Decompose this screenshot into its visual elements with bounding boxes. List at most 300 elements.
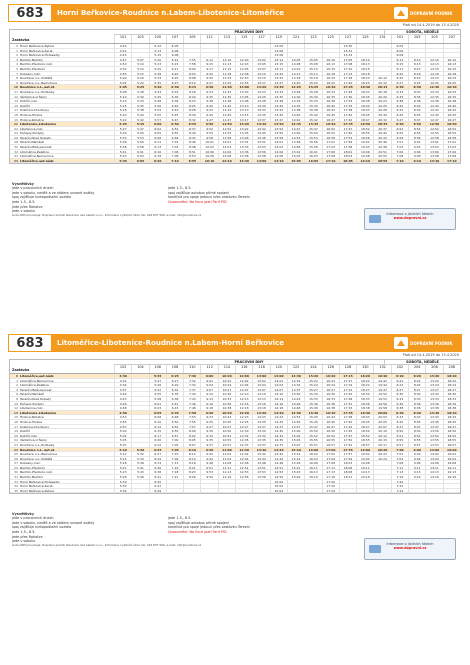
departure-time: 8:51 (183, 150, 200, 154)
departure-time: 14:28 (287, 90, 304, 94)
departure-time: 8:25 (183, 104, 200, 108)
departure-time: 13:03 (235, 90, 252, 94)
departure-time: 19:04 (356, 457, 373, 461)
departure-time: 20:23 (373, 99, 390, 103)
departure-time: 13:40 (270, 104, 287, 108)
departure-time: 5:22 (114, 118, 131, 122)
departure-time: 8:38 (408, 99, 425, 103)
legend-item: jede 1.5., 8.5. (12, 529, 36, 534)
stop-name: Terezín,Malá pevnost (20, 145, 52, 149)
departure-time: 4:52 (114, 67, 131, 71)
departure-time: 5:47 (131, 127, 148, 131)
distance-km: 17 (14, 108, 18, 113)
departure-time: 16:47 (322, 118, 339, 122)
departure-time: 9:50 (200, 122, 217, 126)
stop-name: Krabčice,Chodouny (20, 424, 50, 429)
stop-name: Litoměřice,Želetice (20, 383, 49, 387)
departure-time: 14:04 (270, 383, 287, 387)
departure-time: 18:55 (443, 438, 460, 442)
departure-time: 18:10 (356, 58, 373, 62)
departure-time: 18:50 (443, 429, 460, 433)
departure-time (131, 415, 148, 419)
departure-time: 10:20 (218, 374, 235, 378)
departure-time (218, 489, 235, 493)
departure-time: 14:10 (270, 159, 287, 163)
trip-number: 124 (304, 365, 321, 373)
departure-time: 9:43 (200, 108, 217, 112)
departure-time (322, 53, 339, 57)
departure-time: 18:30 (443, 392, 460, 396)
departure-time: 13:10 (235, 104, 252, 108)
departure-time: 16:40 (322, 104, 339, 108)
departure-time: 13:25 (270, 76, 287, 80)
departure-time: 7:18 (166, 470, 183, 474)
departure-time: 19:50 (373, 392, 390, 396)
departure-time: 5:50 (131, 131, 148, 135)
distance-km: 14 (14, 99, 18, 104)
departure-time: 17:20 (339, 81, 356, 85)
departure-time (304, 44, 321, 48)
trip-number: 132 (373, 365, 390, 373)
departure-time: 20:30 (373, 113, 390, 117)
departure-time: 18:33 (356, 90, 373, 94)
departure-time: 6:29 (149, 457, 166, 461)
departure-time: 16:16 (304, 475, 321, 479)
departure-time: 16:58 (322, 136, 339, 140)
departure-time (218, 53, 235, 57)
trip-number: 127 (339, 35, 356, 43)
departure-time: 13:32 (252, 434, 269, 438)
departure-time: 6:33 (166, 90, 183, 94)
departure-time: 16:30 (443, 85, 460, 89)
departure-time: 15:52 (304, 434, 321, 438)
departure-time: 13:45 (252, 131, 269, 135)
departure-time: 6:30 (391, 392, 408, 396)
stop-name: Roudnice n.L.,aut.st. (20, 85, 56, 89)
departure-time: 8:30 (408, 85, 425, 89)
departure-time: 5:05 (114, 85, 131, 89)
departure-time: 17:08 (322, 461, 339, 465)
departure-time: 5:02 (114, 434, 131, 438)
departure-time: 18:43 (356, 415, 373, 419)
departure-time: 10:55 (218, 438, 235, 442)
departure-time: 15:02 (270, 484, 287, 488)
departure-time: 13:30 (425, 392, 442, 396)
departure-time (425, 44, 442, 48)
departure-time: 4:30 (114, 374, 131, 378)
departure-time: 20:28 (373, 108, 390, 112)
departure-time: 7:48 (183, 406, 200, 410)
trip-number: 111 (200, 35, 217, 43)
departure-time: 18:05 (339, 159, 356, 163)
departure-time: 16:40 (322, 411, 339, 415)
departure-time: 17:58 (339, 145, 356, 149)
departure-time: 12:38 (425, 99, 442, 103)
departure-time: 9:12 (200, 58, 217, 62)
departure-time: 13:00 (235, 85, 252, 89)
departure-time: 17:13 (339, 72, 356, 76)
departure-time: 6:48 (166, 415, 183, 419)
departure-time: 9:27 (200, 425, 217, 429)
departure-time: 4:46 (114, 402, 131, 406)
departure-time: 16:50 (322, 122, 339, 126)
departure-time: 7:22 (391, 484, 408, 488)
departure-time: 7:02 (391, 452, 408, 456)
distance-km: 21 (13, 122, 18, 127)
departure-time (408, 44, 425, 48)
departure-time: 19:13 (356, 470, 373, 474)
departure-time: 8:28 (183, 108, 200, 112)
departure-time: 16:57 (322, 443, 339, 447)
departure-time: 15:45 (304, 122, 321, 126)
departure-time: 16:04 (304, 457, 321, 461)
departure-time (131, 438, 148, 442)
departure-time: 8:35 (183, 122, 200, 126)
departure-time: 15:57 (304, 443, 321, 447)
departure-time: 6:58 (166, 136, 183, 140)
departure-time: 6:17 (149, 434, 166, 438)
distance-km: 1 (16, 48, 18, 53)
departure-time: 12:20 (235, 411, 252, 415)
departure-time: 15:47 (304, 425, 321, 429)
departure-time: 9:27 (200, 81, 217, 85)
departure-time: 5:42 (131, 118, 148, 122)
departure-time (425, 49, 442, 53)
departure-time: 6:27 (391, 388, 408, 392)
departure-time: 14:44 (270, 457, 287, 461)
departure-time (235, 44, 252, 48)
departure-time: 17:57 (339, 452, 356, 456)
departure-time: 13:42 (252, 127, 269, 131)
departure-time: 9:16 (200, 402, 217, 406)
distance-km: 0 (16, 44, 18, 48)
departure-time: 13:33 (270, 90, 287, 94)
departure-time: 11:15 (218, 67, 235, 71)
departure-time: 16:45 (322, 113, 339, 117)
departure-time: 7:08 (166, 154, 183, 158)
departure-time: 17:02 (322, 452, 339, 456)
departure-time (131, 383, 148, 387)
departure-time: 16:45 (443, 113, 460, 117)
departure-time: 17:50 (339, 438, 356, 442)
departure-time: 13:45 (270, 113, 287, 117)
departure-time: 11:04 (218, 457, 235, 461)
legend-item: spoj zajišťuje nízkopodlažní vozidlo (12, 525, 72, 530)
departure-time: 14:53 (287, 415, 304, 419)
departure-time: 13:33 (235, 145, 252, 149)
departure-time: 18:55 (356, 438, 373, 442)
departure-time: 16:25 (322, 81, 339, 85)
departure-time: 15:07 (287, 443, 304, 447)
departure-time: 17:47 (339, 127, 356, 131)
departure-time: 13:48 (252, 136, 269, 140)
departure-time: 9:35 (200, 95, 217, 99)
departure-time: 13:10 (425, 159, 442, 163)
distance-km: 13 (13, 410, 18, 415)
departure-time: 6:52 (391, 127, 408, 131)
departure-time: 16:15 (322, 67, 339, 71)
departure-time: 20:12 (373, 434, 390, 438)
stop-name: Terezín,Náměstí (20, 392, 44, 396)
departure-time: 6:40 (391, 411, 408, 415)
departure-time: 11:23 (218, 76, 235, 80)
departure-time: 12:02 (235, 379, 252, 383)
departure-time: 16:47 (443, 118, 460, 122)
departure-time: 14:56 (287, 140, 304, 144)
departure-time: 17:25 (339, 85, 356, 89)
departure-time: 19:42 (373, 379, 390, 383)
departure-time: 8:33 (408, 397, 425, 401)
departure-time: 11:33 (218, 90, 235, 94)
departure-time: 5:12 (149, 44, 166, 48)
distance-km: 4 (16, 62, 18, 67)
distance-km: 29 (14, 465, 18, 470)
departure-time: 6:52 (166, 127, 183, 131)
bus-icon (369, 545, 381, 553)
stop-name: Litoměřice,aut.nádr. (20, 374, 55, 378)
departure-time: 14:40 (287, 113, 304, 117)
departure-time: 14:23 (270, 415, 287, 419)
weekend-label: SOBOTA, NEDĚLE (384, 360, 460, 365)
departure-time: 11:25 (218, 81, 235, 85)
departure-time: 14:02 (270, 379, 287, 383)
departure-time: 18:08 (339, 470, 356, 474)
departure-time: 5:00 (114, 76, 131, 80)
departure-time: 7:43 (183, 397, 200, 401)
departure-time: 18:03 (339, 154, 356, 158)
departure-time: 13:08 (270, 53, 287, 57)
departure-time: 12:03 (218, 145, 235, 149)
departure-time: 8:40 (408, 411, 425, 415)
departure-time: 13:23 (252, 415, 269, 419)
departure-time: 5:22 (131, 81, 148, 85)
departure-time: 8:43 (408, 415, 425, 419)
departure-time: 12:27 (235, 425, 252, 429)
departure-time: 10:24 (218, 383, 235, 387)
departure-time: 13:31 (235, 140, 252, 144)
stop-name: Libotenice,rozc. (20, 126, 44, 131)
departure-time: 8:52 (408, 127, 425, 131)
legend-item: jede 1.5., 8.5. (168, 186, 192, 191)
banner-url[interactable]: www.dopravni.cz (393, 546, 427, 551)
departure-time: 9:17 (200, 67, 217, 71)
bus-logo-icon (394, 337, 408, 349)
departure-time: 14:02 (425, 452, 442, 456)
departure-time: 15:02 (287, 434, 304, 438)
departure-time: 5:46 (131, 475, 148, 479)
departure-time: 14:35 (270, 438, 287, 442)
validity-text: Platí od 14.4.2019 do 13.4.2020 (402, 23, 459, 27)
departure-time: 13:35 (270, 95, 287, 99)
stop-name: Roudnice n.L.,Sídliště (20, 76, 53, 80)
departure-time: 10:33 (218, 397, 235, 401)
departure-time: 17:50 (339, 131, 356, 135)
departure-time: 11:38 (218, 99, 235, 103)
departure-time (252, 53, 269, 57)
departure-time: 17:40 (339, 420, 356, 424)
departure-time: 5:15 (114, 104, 131, 108)
departure-time: 20:32 (373, 118, 390, 122)
departure-time (131, 484, 148, 488)
departure-time: 19:44 (373, 383, 390, 387)
departure-time: 14:08 (270, 154, 287, 158)
departure-time: 12:55 (425, 131, 442, 135)
departure-time: 14:18 (287, 76, 304, 80)
departure-time: 7:34 (183, 383, 200, 387)
departure-time: 8:50 (408, 429, 425, 433)
departure-time: 17:56 (339, 140, 356, 144)
departure-time: 16:10 (443, 58, 460, 62)
departure-time: 7:55 (183, 420, 200, 424)
departure-time: 4:34 (114, 383, 131, 387)
distance-km: 10 (14, 401, 18, 406)
departure-time: 12:58 (425, 136, 442, 140)
departure-time: 4:55 (114, 420, 131, 424)
departure-time: 11:50 (218, 122, 235, 126)
departure-time: 15:05 (287, 159, 304, 163)
departure-time: 8:38 (408, 406, 425, 410)
departure-time: 18:30 (356, 85, 373, 89)
departure-time: 5:25 (131, 85, 148, 89)
departure-time: 10:47 (218, 425, 235, 429)
departure-time: 8:18 (183, 461, 200, 465)
departure-time: 13:03 (425, 145, 442, 149)
departure-time: 15:25 (304, 85, 321, 89)
departure-time: 16:11 (304, 466, 321, 470)
departure-time: 14:20 (270, 411, 287, 415)
departure-time: 19:40 (373, 374, 390, 378)
departure-time: 17:06 (443, 150, 460, 154)
departure-time (443, 484, 460, 488)
departure-time: 6:30 (391, 85, 408, 89)
distance-km: 12 (14, 406, 18, 411)
departure-time: 8:00 (183, 429, 200, 433)
departure-time: 8:05 (183, 438, 200, 442)
legend-item: spoj zajišťuje autobus přímé spojení (168, 190, 229, 195)
stop-name: Roudnice n.L.,Podlusky (20, 89, 55, 94)
trip-number: 107 (166, 35, 183, 43)
legend-item: jede přes Rohatce (12, 204, 43, 209)
departure-time: 6:58 (391, 136, 408, 140)
departure-time: 13:17 (235, 118, 252, 122)
departure-time: 8:21 (183, 466, 200, 470)
departure-time: 12:45 (235, 67, 252, 71)
departure-time: 5:41 (131, 466, 148, 470)
departure-time: 5:57 (149, 118, 166, 122)
departure-time: 4:55 (114, 72, 131, 76)
departure-time: 12:25 (425, 81, 442, 85)
departure-time: 20:55 (373, 159, 390, 163)
departure-time: 13:55 (270, 131, 287, 135)
departure-time: 5:41 (114, 150, 131, 154)
departure-time: 6:33 (391, 90, 408, 94)
stop-name: Doksany,rozc. (20, 71, 42, 76)
departure-time (252, 480, 269, 484)
departure-time: 15:12 (287, 452, 304, 456)
departure-time: 13:20 (270, 72, 287, 76)
departure-time: 6:57 (391, 443, 408, 447)
departure-time: 8:36 (408, 402, 425, 406)
distance-km: 34 (13, 158, 18, 163)
departure-time: 13:25 (235, 131, 252, 135)
legend-item: jede přes Rohatce (12, 534, 43, 539)
departure-time: 6:40 (391, 104, 408, 108)
banner-url[interactable]: www.dopravni.cz (393, 216, 427, 221)
departure-time: 18:11 (339, 475, 356, 479)
departure-time: 15:21 (287, 466, 304, 470)
departure-time: 13:23 (252, 90, 269, 94)
trip-number: 110 (183, 365, 200, 373)
operator-name: DOPRAVNÍ PODNIK (410, 340, 453, 346)
departure-time: 16:52 (322, 434, 339, 438)
departure-time: 6:40 (166, 104, 183, 108)
departure-time: 18:47 (356, 118, 373, 122)
departure-time: 13:40 (252, 122, 269, 126)
departure-time: 6:35 (166, 392, 183, 396)
departure-time: 8:18 (183, 90, 200, 94)
departure-time: 18:22 (443, 379, 460, 383)
stop-name: Libotenice,rozc. (20, 406, 44, 410)
trip-number: 130 (356, 365, 373, 373)
departure-time: 18:18 (356, 72, 373, 76)
route-title: Litoměřice-Libotenice-Roudnice n.Labem-Horní Beřkovice (57, 339, 284, 347)
route-number: 683 (8, 4, 52, 22)
departure-time: 17:59 (339, 457, 356, 461)
departure-time: 13:45 (425, 420, 442, 424)
red-notice: Upozornění: Na lince platí Tarif PID (168, 199, 227, 204)
departure-time: 18:24 (356, 383, 373, 387)
departure-time: 9:53 (200, 470, 217, 474)
departure-time: 17:06 (322, 150, 339, 154)
departure-time: 16:38 (322, 99, 339, 103)
departure-time: 5:21 (114, 466, 131, 470)
departure-time: 12:51 (235, 466, 252, 470)
timetable-sheet-2 (8, 334, 462, 660)
stop-name: Litoměřice,Nemocnice (20, 154, 54, 158)
departure-time: 9:04 (408, 457, 425, 461)
stop-name: Dobříň,rozc. (20, 99, 39, 103)
departure-time: 19:06 (356, 150, 373, 154)
trip-number: 101 (114, 35, 131, 43)
departure-time: 5:34 (114, 489, 131, 493)
departure-time: 12:25 (235, 420, 252, 424)
departure-time: 10:43 (218, 415, 235, 419)
stop-name: Roudnice n.L.,Sídliště (20, 456, 53, 461)
departure-time: 6:15 (166, 62, 183, 66)
departure-time (131, 489, 148, 493)
departure-time: 5:10 (131, 62, 148, 66)
legend-item: jede v sobotu, neděli a ve státem uznané svátky (12, 190, 95, 195)
departure-time: 19:08 (356, 154, 373, 158)
departure-time (443, 480, 460, 484)
departure-time: 14:16 (270, 402, 287, 406)
departure-time (287, 53, 304, 57)
departure-time (373, 470, 390, 474)
departure-time: 13:28 (235, 136, 252, 140)
departure-time: 12:45 (425, 113, 442, 117)
departure-time: 10:22 (218, 379, 235, 383)
departure-time (373, 67, 390, 71)
departure-time: 6:20 (391, 374, 408, 378)
legend-item: konečná pro spoje jedoucí přes zastávku Terezín (168, 525, 250, 530)
departure-time: 5:30 (114, 480, 131, 484)
departure-time: 18:20 (443, 374, 460, 378)
departure-time: 17:19 (339, 383, 356, 387)
departure-time: 6:38 (166, 99, 183, 103)
legend-title: Vysvětlivky (12, 181, 34, 186)
departure-time: 15:30 (304, 95, 321, 99)
departure-time: 6:52 (391, 434, 408, 438)
